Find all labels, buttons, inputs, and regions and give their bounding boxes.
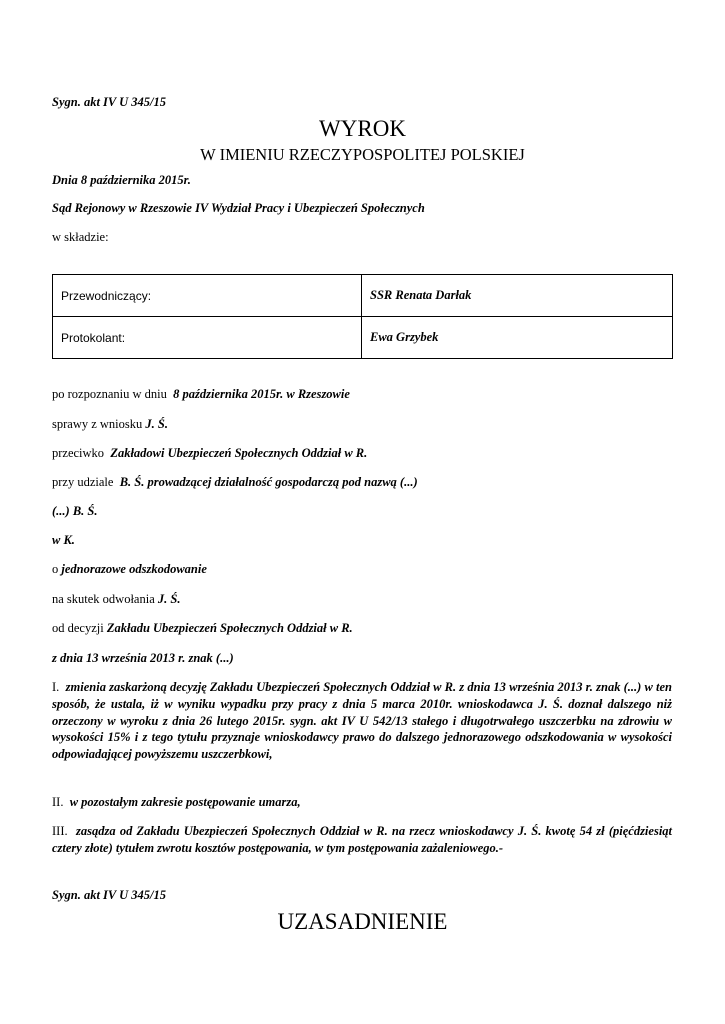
location-line: w K.	[52, 533, 75, 547]
person-clerk: Ewa Grzybek	[362, 317, 673, 359]
verdict-point-1	[52, 679, 672, 763]
appeal-line	[52, 591, 180, 607]
justification-title: UZASADNIENIE	[277, 909, 448, 934]
person-chair: SSR Renata Darłak	[362, 275, 673, 317]
appeal-value: J. Ś.	[157, 592, 181, 606]
verdict-point-text: zmienia zaskarżoną decyzję Zakładu Ubezpieczeń Społecznych Oddział w R. z dnia 13 września 2013 r. znak (...) w ten sposób, że ustala, iż w wyniku wypadku przy pracy z dnia 5 marca 2010r. wnioskodawca J. Ś. doznał dalszego niż orzeczony w wyroku z dnia 26 lutego 2015r. sygn. akt IV U 542/13 stałego i długotrwałego uszczerbku na zdrowiu w wysokości 15% i z tego tytułu przyznaje wnioskodawcy prawo do dalszego jednorazowego odszkodowania w wysokości odpowiadającej powyższemu uszczerbkowi,	[52, 680, 673, 762]
composition-row	[53, 275, 673, 317]
considered-line	[52, 386, 350, 402]
participation-continued: (...) B. Ś.	[52, 504, 98, 518]
verdict-date: Dnia 8 października 2015r.	[52, 173, 191, 187]
composition-label: w składzie:	[52, 230, 109, 244]
case-prefix: sprawy z wniosku	[52, 417, 143, 431]
subject-prefix: o	[52, 562, 59, 576]
participation-value: B. Ś. prowadzącej działalność gospodarczą pod nazwą (...)	[119, 475, 418, 489]
composition-row	[53, 317, 673, 359]
verdict-point-number: III.	[52, 824, 68, 838]
subject-line	[52, 561, 207, 577]
against-value: Zakładowi Ubezpieczeń Społecznych Oddział w R.	[110, 446, 368, 460]
verdict-title: WYROK	[319, 116, 406, 141]
considered-prefix: po rozpoznaniu w dniu	[52, 387, 167, 401]
considered-value: 8 października 2015r. w Rzeszowie	[173, 387, 350, 401]
verdict-point-number: I.	[52, 680, 60, 694]
against-line	[52, 445, 367, 461]
role-clerk: Protokolant:	[53, 317, 362, 359]
case-line	[52, 416, 168, 432]
subject-value: jednorazowe odszkodowanie	[61, 562, 207, 576]
case-signature: Sygn. akt IV U 345/15	[52, 95, 167, 109]
verdict-point-2	[52, 794, 672, 811]
case-value: J. Ś.	[145, 417, 168, 431]
composition-table	[52, 274, 673, 359]
decision-line	[52, 620, 353, 636]
role-chair: Przewodniczący:	[53, 275, 362, 317]
decision-prefix: od decyzji	[52, 621, 104, 635]
verdict-point-text: w pozostałym zakresie postępowanie umarza,	[69, 795, 301, 809]
participation-prefix: przy udziale	[52, 475, 114, 489]
decision-value: Zakładu Ubezpieczeń Społecznych Oddział w R.	[106, 621, 353, 635]
verdict-subtitle: W IMIENIU RZECZYPOSPOLITEJ POLSKIEJ	[200, 145, 525, 164]
against-prefix: przeciwko	[52, 446, 105, 460]
verdict-point-number: II.	[52, 795, 64, 809]
appeal-prefix: na skutek odwołania	[52, 592, 155, 606]
participation-line	[52, 474, 418, 490]
footer-signature: Sygn. akt IV U 345/15	[52, 888, 167, 902]
decision-date: z dnia 13 września 2013 r. znak (...)	[52, 651, 234, 665]
court-name: Sąd Rejonowy w Rzeszowie IV Wydział Pracy i Ubezpieczeń Społecznych	[52, 201, 425, 215]
verdict-point-text: zasądza od Zakładu Ubezpieczeń Społecznych Oddział w R. na rzecz wnioskodawcy J. Ś. kwotę 54 zł (pięćdziesiąt cztery złote) tytułem zwrotu kosztów postępowania, w tym postępowania zażaleniowego.-	[52, 824, 673, 855]
verdict-point-3	[52, 823, 672, 857]
